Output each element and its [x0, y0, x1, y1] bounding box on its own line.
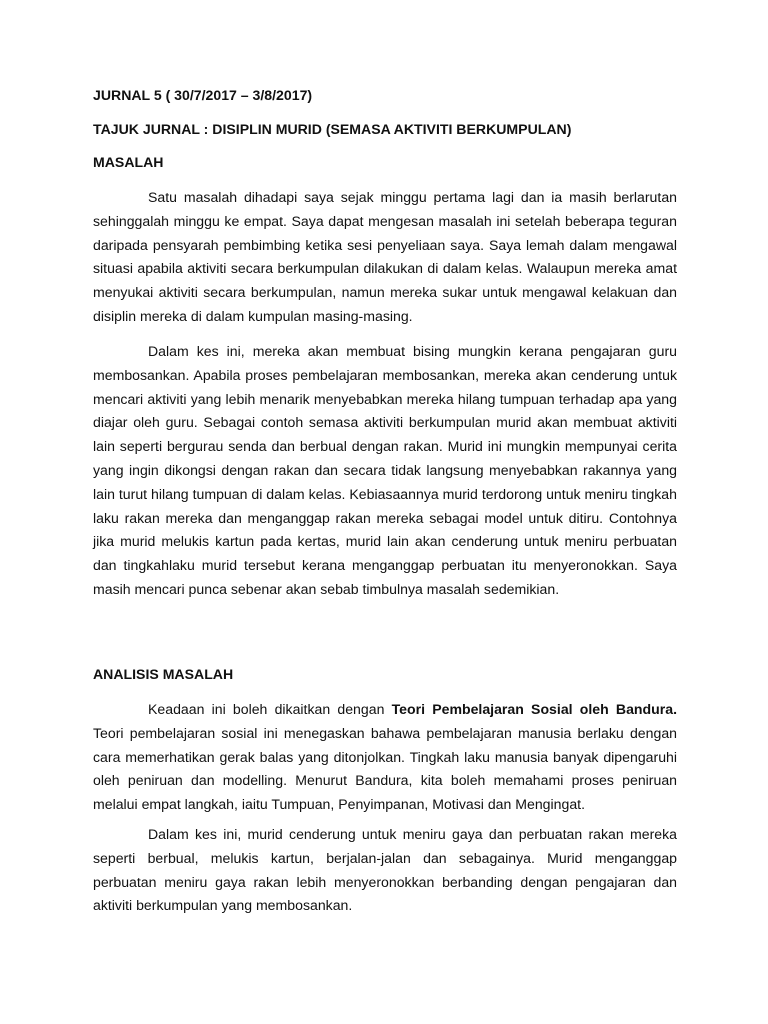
journal-subject: TAJUK JURNAL : DISIPLIN MURID (SEMASA AKTIVITI BERKUMPULAN)	[93, 121, 572, 137]
section-heading-analisis: ANALISIS MASALAH	[93, 666, 234, 682]
masalah-paragraph-1: Satu masalah dihadapi saya sejak minggu pertama lagi dan ia masih berlarutan sehinggalah minggu ke empat. Saya dapat mengesan masalah ini setelah beberapa teguran daripada pensyarah pembimbing ketika sesi penyeliaan saya. Saya lemah dalam mengawal situasi apabila aktiviti secara berkumpulan dilakukan di dalam kelas. Walaupun mereka amat menyukai aktiviti secara berkumpulan, namun mereka sukar untuk mengawal kelakuan dan disiplin mereka di dalam kumpulan masing-masing.	[93, 189, 677, 324]
section-heading-masalah: MASALAH	[93, 154, 164, 170]
analisis-paragraph-1-rest: Teori pembelajaran sosial ini menegaskan bahawa pembelajaran manusia berlaku dengan cara memerhatikan gerak balas yang ditonjolkan. Tingkah laku manusia banyak dipengaruhi oleh peniruan dan modelling. Menurut Bandura, kita boleh memahami proses peniruan melalui empat langkah, iaitu Tumpuan, Penyimpanan, Motivasi dan Mengingat.	[93, 724, 677, 813]
analisis-paragraph-1-lead: Keadaan ini boleh dikaitkan dengan	[148, 701, 392, 717]
analisis-paragraph-1	[93, 698, 677, 817]
journal-title: JURNAL 5 ( 30/7/2017 – 3/8/2017)	[93, 87, 313, 103]
analisis-paragraph-2: Dalam kes ini, murid cenderung untuk meniru gaya dan perbuatan rakan mereka seperti berbual, melukis kartun, berjalan-jalan dan sebagainya. Murid menganggap perbuatan meniru gaya rakan lebih menyeronokkan berbanding dengan pengajaran dan aktiviti berkumpulan yang membosankan.	[93, 826, 677, 914]
theory-name: Teori Pembelajaran Sosial oleh Bandura.	[391, 701, 677, 717]
masalah-paragraph-2: Dalam kes ini, mereka akan membuat bising mungkin kerana pengajaran guru membosankan. Apabila proses pembelajaran membosankan, mereka akan cenderung untuk mencari aktiviti yang lebih menarik menyebabkan mereka hilang tumpuan terhadap apa yang diajar oleh guru. Sebagai contoh semasa aktiviti berkumpulan murid akan membuat aktiviti lain seperti bergurau senda dan berbual dengan rakan. Murid ini mungkin mempunyai cerita yang ingin dikongsi dengan rakan dan secara tidak langsung menyebabkan rakannya yang lain turut hilang tumpuan di dalam kelas. Kebiasaannya murid terdorong untuk meniru tingkah laku rakan mereka dan menganggap rakan mereka sebagai model untuk ditiru. Contohnya jika murid melukis kartun pada kertas, murid lain akan cenderung untuk meniru perbuatan dan tingkahlaku murid tersebut kerana menganggap perbuatan itu menyeronokkan. Saya masih mencari punca sebenar akan sebab timbulnya masalah sedemikian.	[93, 343, 677, 597]
